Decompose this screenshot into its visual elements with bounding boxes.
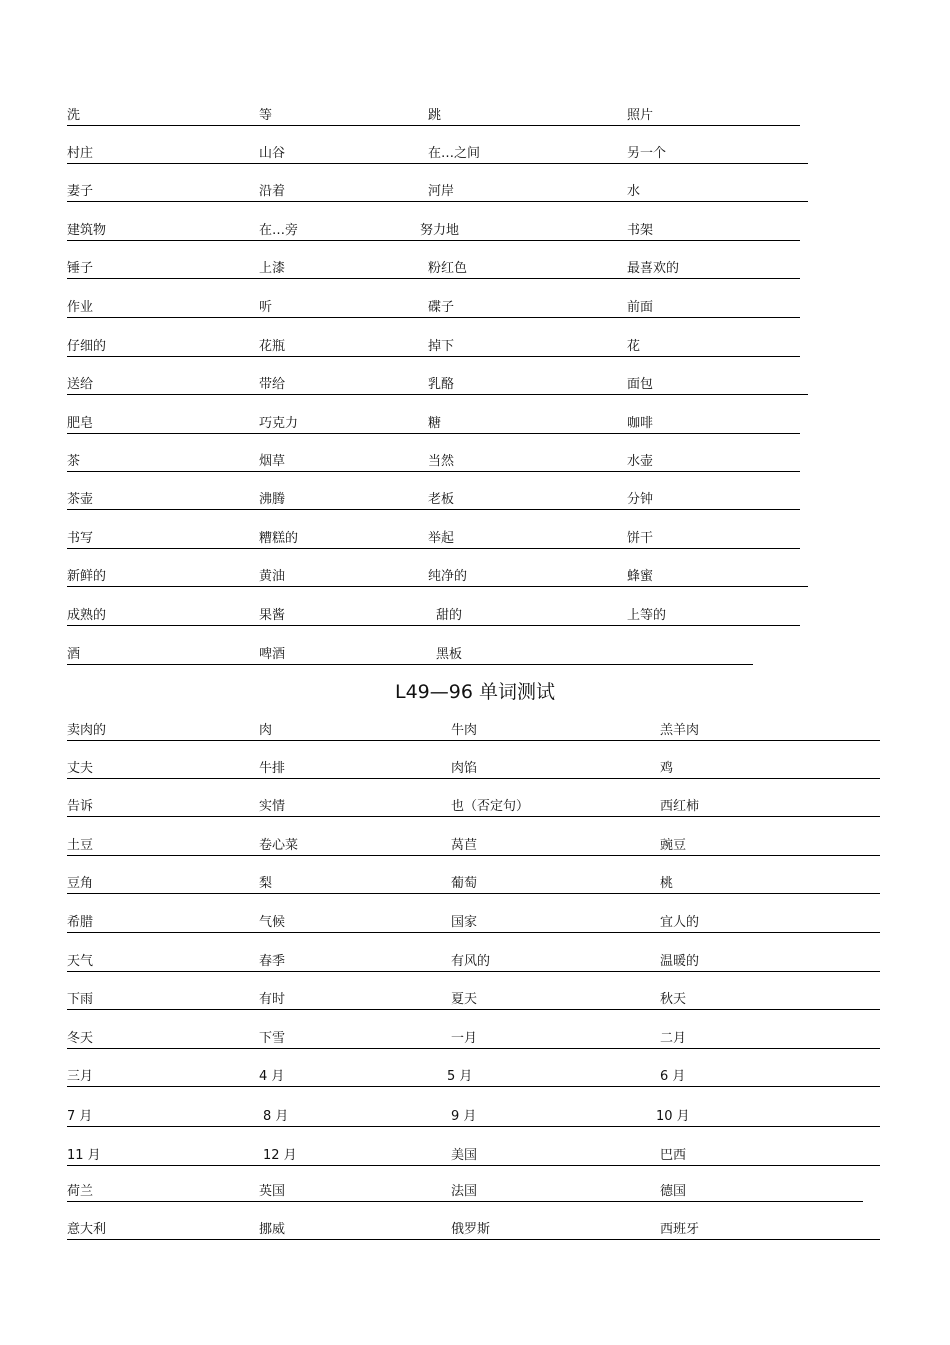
vocab-row xyxy=(0,492,950,512)
vocab-word: 肥皂 xyxy=(67,416,94,431)
vocab-row xyxy=(0,223,950,243)
vocab-word: 西班牙 xyxy=(660,1222,700,1237)
vocab-row xyxy=(0,377,950,397)
vocab-word: 送给 xyxy=(67,377,94,392)
vocab-word: 糟糕的 xyxy=(259,531,299,546)
vocab-word: 花 xyxy=(627,339,641,354)
vocab-word: 前面 xyxy=(627,300,654,315)
vocab-word: 咖啡 xyxy=(627,416,654,431)
vocab-word: 英国 xyxy=(259,1184,286,1199)
test-title: L49—96 单词测试 xyxy=(395,681,555,703)
vocab-word: 书架 xyxy=(627,223,654,238)
answer-underline xyxy=(67,893,880,894)
vocab-word: 巧克力 xyxy=(259,416,299,431)
vocab-word: 上等的 xyxy=(627,608,667,623)
vocab-word: 等 xyxy=(259,108,273,123)
vocab-word: 蜂蜜 xyxy=(627,569,654,584)
vocab-word: 照片 xyxy=(627,108,654,123)
vocab-word: 豌豆 xyxy=(660,838,687,853)
vocab-word: 糖 xyxy=(428,416,442,431)
vocab-row xyxy=(0,992,950,1012)
vocab-word: 仔细的 xyxy=(67,339,107,354)
vocab-word: 5 月 xyxy=(447,1069,473,1084)
vocab-word: 土豆 xyxy=(67,838,94,853)
vocab-row xyxy=(0,184,950,204)
vocab-row xyxy=(0,761,950,781)
vocab-word: 水 xyxy=(627,184,641,199)
answer-underline xyxy=(67,278,800,279)
vocab-word: 另一个 xyxy=(627,146,667,161)
answer-underline xyxy=(67,778,880,779)
vocab-row xyxy=(0,723,950,743)
vocab-word: 6 月 xyxy=(660,1069,686,1084)
vocab-row xyxy=(0,531,950,551)
answer-underline xyxy=(67,433,800,434)
answer-underline xyxy=(67,509,800,510)
vocab-word: 下雨 xyxy=(67,992,94,1007)
vocab-word: 举起 xyxy=(428,531,455,546)
vocab-word: 肉 xyxy=(259,723,273,738)
vocab-row xyxy=(0,915,950,935)
vocab-row xyxy=(0,1069,950,1089)
vocab-word: 11 月 xyxy=(67,1148,101,1163)
vocab-word: 一月 xyxy=(451,1031,478,1046)
vocab-word: 当然 xyxy=(428,454,455,469)
vocab-word: 告诉 xyxy=(67,799,94,814)
vocab-word: 新鲜的 xyxy=(67,569,107,584)
answer-underline xyxy=(67,932,880,933)
answer-underline xyxy=(67,1048,880,1049)
vocab-word: 桃 xyxy=(660,876,674,891)
vocab-word: 春季 xyxy=(259,954,286,969)
vocab-row xyxy=(0,799,950,819)
vocab-word: 作业 xyxy=(67,300,94,315)
vocab-word: 在…之间 xyxy=(428,146,481,161)
vocab-row xyxy=(0,108,950,128)
vocab-word: 村庄 xyxy=(67,146,94,161)
answer-underline xyxy=(67,586,808,587)
vocab-word: 莴苣 xyxy=(451,838,478,853)
vocab-word: 听 xyxy=(259,300,273,315)
vocab-word: 烟草 xyxy=(259,454,286,469)
vocab-row xyxy=(0,339,950,359)
vocab-word: 三月 xyxy=(67,1069,94,1084)
vocab-word: 8 月 xyxy=(263,1109,289,1124)
vocab-word: 法国 xyxy=(451,1184,478,1199)
vocab-row xyxy=(0,261,950,281)
vocab-word: 实情 xyxy=(259,799,286,814)
vocab-word: 4 月 xyxy=(259,1069,285,1084)
answer-underline xyxy=(67,740,880,741)
vocab-word: 荷兰 xyxy=(67,1184,94,1199)
vocab-word: 啤酒 xyxy=(259,647,286,662)
answer-underline xyxy=(67,971,880,972)
vocab-word: 茶 xyxy=(67,454,81,469)
vocab-word: 西红柿 xyxy=(660,799,700,814)
vocab-word: 面包 xyxy=(627,377,654,392)
vocab-word: 分钟 xyxy=(627,492,654,507)
vocab-word: 美国 xyxy=(451,1148,478,1163)
vocab-word: 12 月 xyxy=(263,1148,297,1163)
vocab-word: 纯净的 xyxy=(428,569,468,584)
vocab-word: 最喜欢的 xyxy=(627,261,680,276)
vocab-word: 粉红色 xyxy=(428,261,468,276)
vocab-word: 水壶 xyxy=(627,454,654,469)
vocab-row xyxy=(0,416,950,436)
vocab-word: 国家 xyxy=(451,915,478,930)
vocab-word: 锤子 xyxy=(67,261,94,276)
answer-underline xyxy=(67,201,808,202)
vocab-word: 河岸 xyxy=(428,184,455,199)
vocab-word: 梨 xyxy=(259,876,273,891)
vocab-word: 老板 xyxy=(428,492,455,507)
answer-underline xyxy=(67,664,753,665)
answer-underline xyxy=(67,816,880,817)
vocab-row xyxy=(0,1109,950,1129)
vocab-row xyxy=(0,569,950,589)
answer-underline xyxy=(67,1165,880,1166)
vocab-word: 有时 xyxy=(259,992,286,1007)
vocab-word: 山谷 xyxy=(259,146,286,161)
answer-underline xyxy=(67,125,800,126)
vocab-word: 在…旁 xyxy=(259,223,299,238)
answer-underline xyxy=(67,1126,880,1127)
vocab-word: 卖肉的 xyxy=(67,723,107,738)
vocab-word: 希腊 xyxy=(67,915,94,930)
vocab-word: 努力地 xyxy=(420,223,460,238)
vocab-word: 秋天 xyxy=(660,992,687,1007)
vocab-word: 黑板 xyxy=(436,647,463,662)
vocab-row xyxy=(0,1184,950,1204)
vocab-row xyxy=(0,647,950,667)
vocab-word: 巴西 xyxy=(660,1148,687,1163)
vocab-word: 书写 xyxy=(67,531,94,546)
vocab-word: 成熟的 xyxy=(67,608,107,623)
vocab-word: 气候 xyxy=(259,915,286,930)
vocab-row xyxy=(0,300,950,320)
vocab-word: 甜的 xyxy=(436,608,463,623)
answer-underline xyxy=(67,394,808,395)
vocab-row xyxy=(0,146,950,166)
vocab-word: 沸腾 xyxy=(259,492,286,507)
vocab-word: 牛肉 xyxy=(451,723,478,738)
answer-underline xyxy=(67,1009,880,1010)
vocab-word: 有风的 xyxy=(451,954,491,969)
vocab-word: 丈夫 xyxy=(67,761,94,776)
vocab-word: 碟子 xyxy=(428,300,455,315)
answer-underline xyxy=(67,317,800,318)
vocab-word: 二月 xyxy=(660,1031,687,1046)
answer-underline xyxy=(67,163,808,164)
answer-underline xyxy=(67,240,800,241)
vocab-word: 德国 xyxy=(660,1184,687,1199)
vocab-word: 下雪 xyxy=(259,1031,286,1046)
answer-underline xyxy=(67,855,880,856)
vocab-word: 洗 xyxy=(67,108,81,123)
vocab-word: 夏天 xyxy=(451,992,478,1007)
vocab-word: 乳酪 xyxy=(428,377,455,392)
answer-underline xyxy=(67,1239,880,1240)
vocab-word: 葡萄 xyxy=(451,876,478,891)
vocab-row xyxy=(0,1031,950,1051)
vocab-word: 花瓶 xyxy=(259,339,286,354)
vocab-word: 也（否定句） xyxy=(451,799,530,814)
vocab-row xyxy=(0,838,950,858)
answer-underline xyxy=(67,471,800,472)
answer-underline xyxy=(67,1201,863,1202)
vocab-word: 肉馅 xyxy=(451,761,478,776)
answer-underline xyxy=(67,356,800,357)
answer-underline xyxy=(67,548,800,549)
answer-underline xyxy=(67,625,800,626)
answer-underline xyxy=(67,1086,880,1087)
vocab-word: 饼干 xyxy=(627,531,654,546)
vocab-row xyxy=(0,954,950,974)
vocab-word: 牛排 xyxy=(259,761,286,776)
vocab-word: 羔羊肉 xyxy=(660,723,700,738)
vocab-row xyxy=(0,1148,950,1168)
vocab-word: 天气 xyxy=(67,954,94,969)
vocab-word: 沿着 xyxy=(259,184,286,199)
vocab-row xyxy=(0,1222,950,1242)
vocab-word: 鸡 xyxy=(660,761,674,776)
vocab-row xyxy=(0,454,950,474)
vocab-word: 建筑物 xyxy=(67,223,107,238)
vocab-word: 茶壶 xyxy=(67,492,94,507)
vocab-word: 豆角 xyxy=(67,876,94,891)
vocab-word: 果酱 xyxy=(259,608,286,623)
vocab-word: 宜人的 xyxy=(660,915,700,930)
vocab-word: 带给 xyxy=(259,377,286,392)
vocab-row xyxy=(0,608,950,628)
vocab-word: 意大利 xyxy=(67,1222,107,1237)
vocab-word: 黄油 xyxy=(259,569,286,584)
vocab-row xyxy=(0,876,950,896)
vocab-word: 掉下 xyxy=(428,339,455,354)
vocab-word: 上漆 xyxy=(259,261,286,276)
vocab-word: 卷心菜 xyxy=(259,838,299,853)
vocab-word: 跳 xyxy=(428,108,442,123)
vocab-word: 7 月 xyxy=(67,1109,93,1124)
vocab-word: 9 月 xyxy=(451,1109,477,1124)
vocab-word: 10 月 xyxy=(656,1109,690,1124)
vocab-word: 妻子 xyxy=(67,184,94,199)
vocab-word: 俄罗斯 xyxy=(451,1222,491,1237)
vocab-word: 冬天 xyxy=(67,1031,94,1046)
vocab-word: 挪威 xyxy=(259,1222,286,1237)
vocab-word: 温暖的 xyxy=(660,954,700,969)
vocab-word: 酒 xyxy=(67,647,81,662)
